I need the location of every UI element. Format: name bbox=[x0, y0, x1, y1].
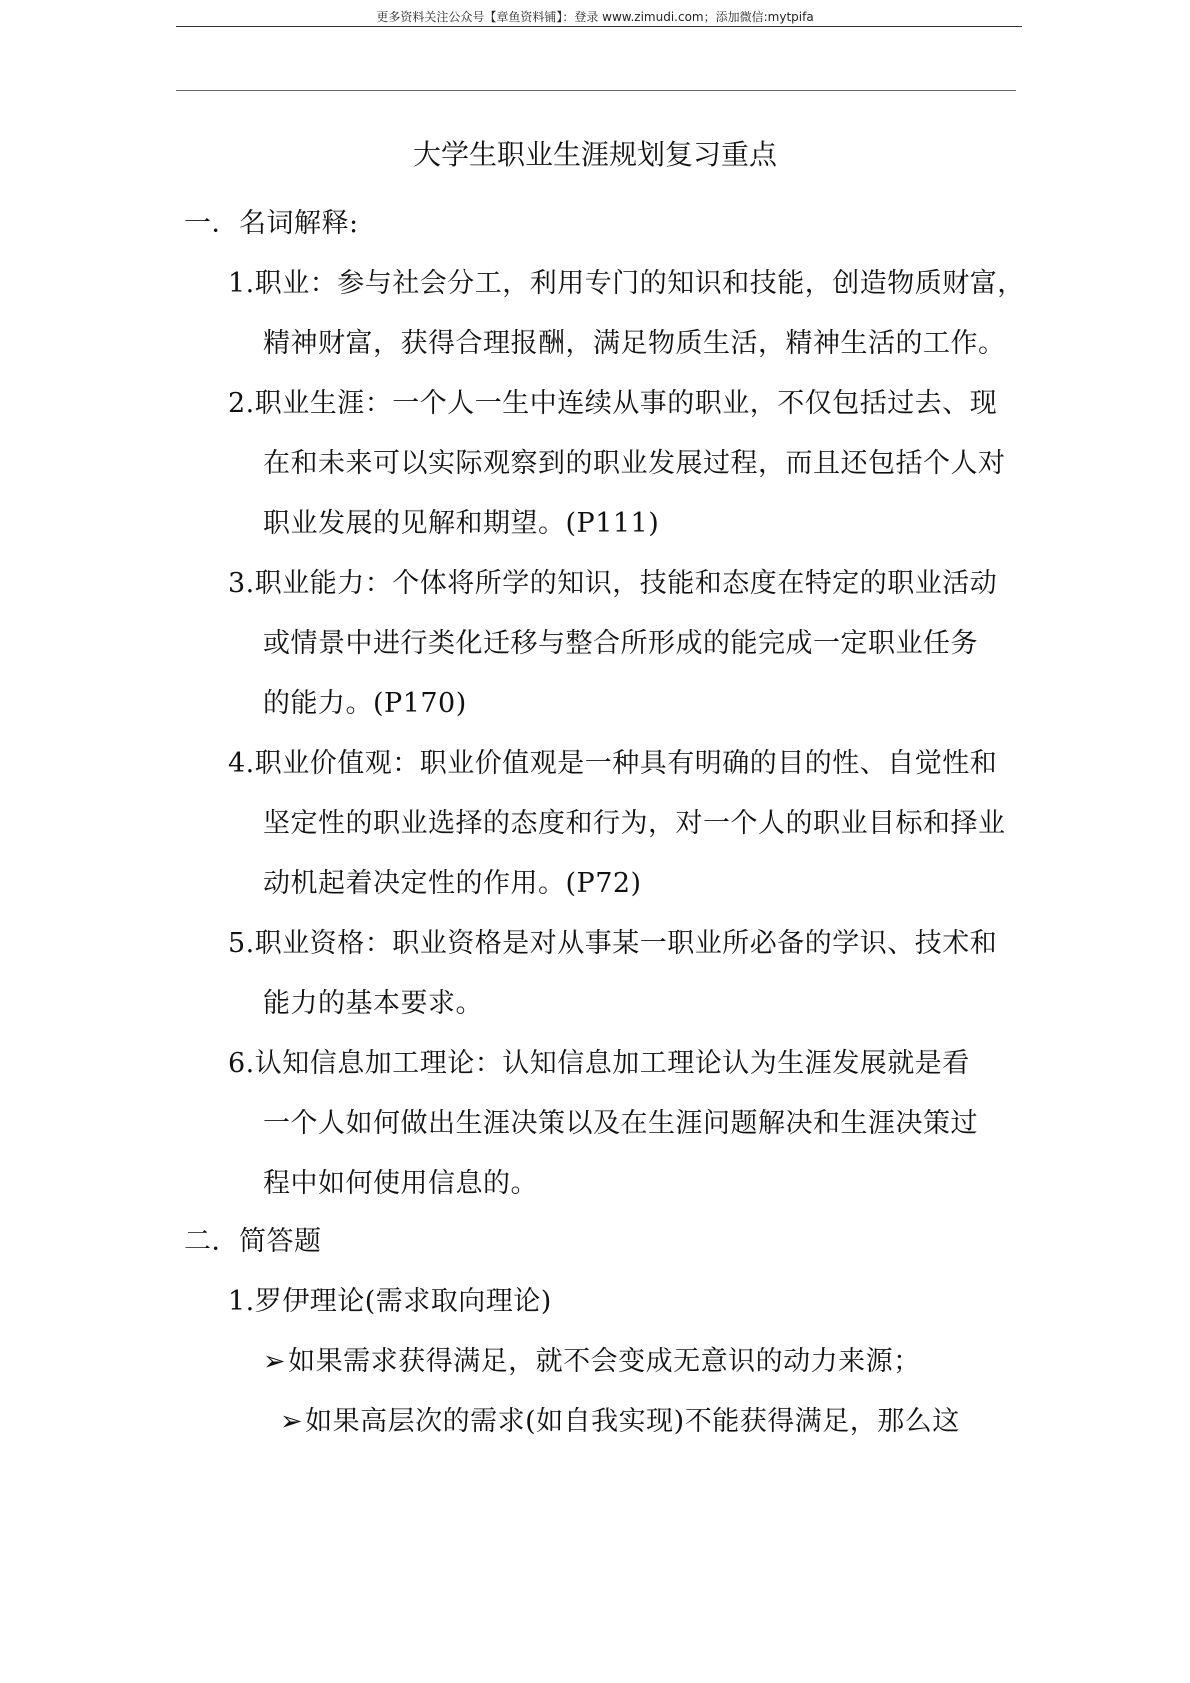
bullet-text: 如果需求获得满足，就不会变成无意识的动力来源； bbox=[288, 1346, 921, 1377]
definition-6-line-3: 程中如何使用信息的。 bbox=[263, 1168, 538, 1199]
definition-5-line-1: 5.职业资格：职业资格是对从事某一职业所必备的学识、技术和 bbox=[228, 928, 998, 959]
definition-6-line-1: 6.认知信息加工理论：认知信息加工理论认为生涯发展就是看 bbox=[228, 1048, 970, 1079]
definition-4-line-2: 坚定性的职业选择的态度和行为，对一个人的职业目标和择业 bbox=[263, 808, 1006, 839]
definition-4-line-1: 4.职业价值观：职业价值观是一种具有明确的目的性、自觉性和 bbox=[228, 748, 998, 779]
bullet-text: 如果高层次的需求(如自我实现)不能获得满足，那么这 bbox=[305, 1406, 960, 1437]
definition-1-line-1: 1.职业：参与社会分工，利用专门的知识和技能，创造物质财富， bbox=[228, 268, 1025, 299]
definition-2-line-3: 职业发展的见解和期望。(P111) bbox=[263, 508, 660, 539]
definition-2-line-2: 在和未来可以实际观察到的职业发展过程，而且还包括个人对 bbox=[263, 448, 1006, 479]
page-header-note: 更多资料关注公众号【章鱼资料铺】：登录 www.zimudi.com；添加微信:mytpifa bbox=[376, 10, 814, 24]
definition-2-line-1: 2.职业生涯：一个人一生中连续从事的职业，不仅包括过去、现 bbox=[228, 388, 998, 419]
definition-5-line-2: 能力的基本要求。 bbox=[263, 988, 483, 1019]
definition-3-line-2: 或情景中进行类化迁移与整合所形成的能完成一定职业任务 bbox=[263, 628, 978, 659]
document-title: 大学生职业生涯规划复习重点 bbox=[412, 138, 777, 171]
bullet-item-2 bbox=[280, 1399, 960, 1438]
header-rule bbox=[176, 26, 1022, 27]
definition-6-line-2: 一个人如何做出生涯决策以及在生涯问题解决和生涯决策过 bbox=[263, 1108, 978, 1139]
arrow-bullet-icon: ➢ bbox=[263, 1346, 287, 1377]
definition-1-line-2: 精神财富，获得合理报酬，满足物质生活，精神生活的工作。 bbox=[263, 328, 1006, 359]
definition-3-line-3: 的能力。(P170) bbox=[263, 688, 467, 719]
arrow-bullet-icon: ➢ bbox=[280, 1406, 304, 1437]
definition-3-line-1: 3.职业能力：个体将所学的知识，技能和态度在特定的职业活动 bbox=[228, 568, 998, 599]
definition-4-line-3: 动机起着决定性的作用。(P72) bbox=[263, 868, 642, 899]
divider-rule bbox=[176, 90, 1016, 91]
section-heading-definitions: 一．名词解释: bbox=[184, 208, 359, 239]
short-answer-1-title: 1.罗伊理论(需求取向理论) bbox=[228, 1286, 552, 1317]
bullet-item-1 bbox=[263, 1339, 921, 1378]
section-heading-short-answer: 二．简答题 bbox=[184, 1226, 322, 1257]
